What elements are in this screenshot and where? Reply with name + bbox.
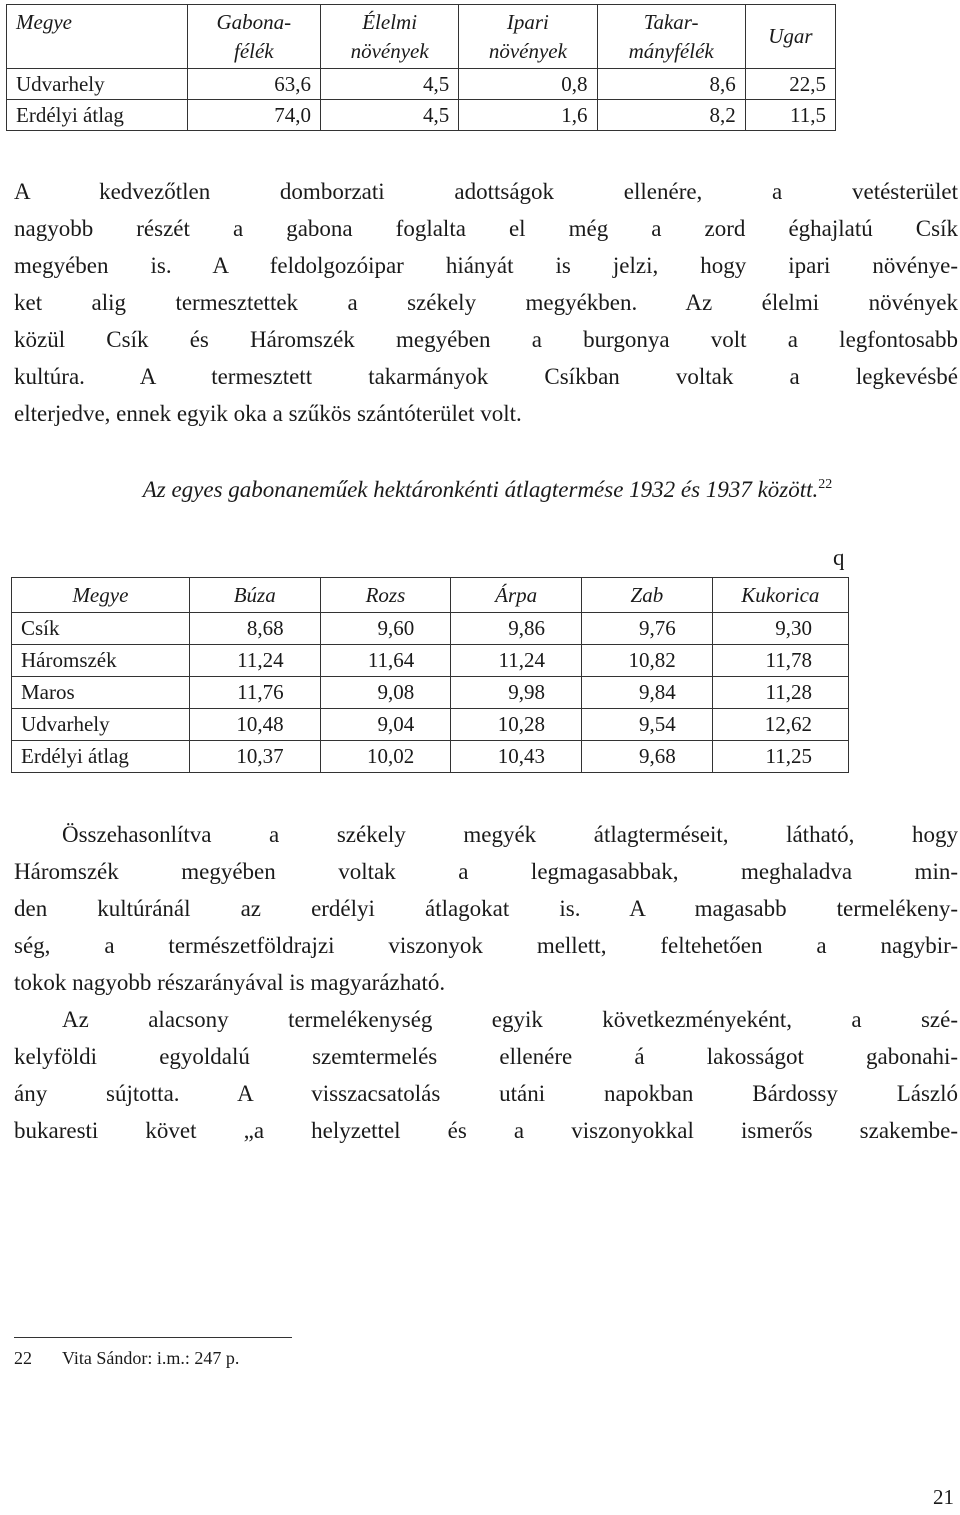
table-row: [12, 613, 849, 645]
header-ipari: [459, 5, 597, 69]
cell-value: 11,78: [712, 645, 848, 677]
cell-value: 10,48: [189, 709, 320, 741]
cell-value: 8,68: [189, 613, 320, 645]
cell-value: 8,6: [597, 69, 745, 100]
cell-county: Erdélyi átlag: [7, 100, 188, 131]
header-line: növények: [350, 39, 429, 63]
footnote-divider: [14, 1337, 292, 1338]
cell-value: 9,68: [582, 741, 713, 773]
table-header-row: [12, 578, 849, 613]
cell-value: 11,25: [712, 741, 848, 773]
cell-county: Udvarhely: [12, 709, 190, 741]
cell-county: Udvarhely: [7, 69, 188, 100]
footnote-number: 22: [14, 1348, 32, 1368]
cell-value: 4,5: [321, 69, 459, 100]
cell-value: 9,04: [320, 709, 451, 741]
table-row: [12, 741, 849, 773]
text-line: közül Csík és Háromszék megyében a burgonya volt a legfontosabb: [14, 327, 958, 352]
cell-value: 11,24: [451, 645, 582, 677]
land-use-table: [6, 4, 836, 131]
table-row: [12, 709, 849, 741]
text-line: ket alig termesztettek a székely megyékben. Az élelmi növények: [14, 290, 958, 315]
text-line: Az alacsony termelékenység egyik következményeként, a szé-: [62, 1007, 958, 1032]
cell-value: 11,76: [189, 677, 320, 709]
text-line: Összehasonlítva a székely megyék átlagterméseit, látható, hogy: [62, 822, 958, 847]
cell-value: 11,5: [745, 100, 835, 131]
table-header-row: [7, 5, 836, 69]
text-line: kultúra. A termesztett takarmányok Csíkban voltak a legkevésbé: [14, 364, 958, 389]
cell-value: 11,28: [712, 677, 848, 709]
cell-value: 4,5: [321, 100, 459, 131]
unit-label: q: [833, 545, 845, 570]
cell-value: 9,76: [582, 613, 713, 645]
header-line: Gabona-: [216, 10, 292, 34]
cell-value: 10,82: [582, 645, 713, 677]
cell-value: 9,30: [712, 613, 848, 645]
cell-value: 10,37: [189, 741, 320, 773]
cell-value: 12,62: [712, 709, 848, 741]
text-line: ség, a természetföldrajzi viszonyok mellett, feltehetően a nagybir-: [14, 933, 958, 958]
cell-value: 9,54: [582, 709, 713, 741]
cell-value: 10,28: [451, 709, 582, 741]
table-row: [12, 677, 849, 709]
footnote-text: Vita Sándor: i.m.: 247 p.: [62, 1348, 240, 1368]
header-ugar: Ugar: [745, 5, 835, 69]
cell-county: Maros: [12, 677, 190, 709]
cell-value: 63,6: [187, 69, 320, 100]
cell-county: Háromszék: [12, 645, 190, 677]
header-line: Ipari: [506, 10, 549, 34]
cell-value: 11,64: [320, 645, 451, 677]
header-cell: Kukorica: [712, 578, 848, 613]
paragraph-land-use: [14, 173, 958, 432]
table-row: [12, 645, 849, 677]
table-row: [7, 100, 836, 131]
cell-value: 9,08: [320, 677, 451, 709]
grain-yield-table: [11, 577, 849, 773]
text-line: den kultúránál az erdélyi átlagokat is. A magasabb termelékeny-: [14, 896, 958, 921]
cell-value: 9,86: [451, 613, 582, 645]
text-line: megyében is. A feldolgozóipar hiányát is jelzi, hogy ipari növénye-: [14, 253, 958, 278]
header-takarmany: [597, 5, 745, 69]
header-line: növények: [488, 39, 567, 63]
caption-text: Az egyes gabonaneműek hektáronkénti átlagtermése 1932 és 1937 között.: [142, 477, 819, 502]
cell-county: Csík: [12, 613, 190, 645]
cell-value: 9,84: [582, 677, 713, 709]
text-line: elterjedve, ennek egyik oka a szűkös szántóterület volt.: [14, 401, 522, 426]
text-line: kelyföldi egyoldalú szemtermelés ellenére á lakosságot gabonahi-: [14, 1044, 958, 1069]
text-line: Háromszék megyében voltak a legmagasabbak, meghaladva min-: [14, 859, 958, 884]
page-number: 21: [933, 1485, 954, 1509]
header-cell: Búza: [189, 578, 320, 613]
header-cell: Zab: [582, 578, 713, 613]
cell-value: 0,8: [459, 69, 597, 100]
header-line: mányfélék: [628, 39, 714, 63]
header-cell: Megye: [12, 578, 190, 613]
table-caption: [100, 467, 875, 507]
cell-value: 8,2: [597, 100, 745, 131]
cell-value: 9,98: [451, 677, 582, 709]
cell-value: 10,43: [451, 741, 582, 773]
header-line: Takar-: [643, 10, 699, 34]
footnote-ref: 22: [818, 477, 833, 492]
cell-value: 1,6: [459, 100, 597, 131]
cell-value: 9,60: [320, 613, 451, 645]
header-elelmi: [321, 5, 459, 69]
footnote: [14, 1348, 239, 1369]
paragraph-comparison: [14, 816, 958, 1001]
cell-value: 11,24: [189, 645, 320, 677]
header-line: félék: [234, 39, 274, 63]
header-gabonafelek: [187, 5, 320, 69]
cell-value: 22,5: [745, 69, 835, 100]
table-row: [7, 69, 836, 100]
text-line: nagyobb részét a gabona foglalta el még a zord éghajlatú Csík: [14, 216, 958, 241]
cell-value: 74,0: [187, 100, 320, 131]
text-line: ány sújtotta. A visszacsatolás utáni napokban Bárdossy László: [14, 1081, 958, 1106]
cell-value: 10,02: [320, 741, 451, 773]
paragraph-consequence: [14, 1001, 958, 1149]
text-line: bukaresti követ „a helyzettel és a viszonyokkal ismerős szakembe-: [14, 1118, 958, 1143]
text-line: A kedvezőtlen domborzati adottságok ellenére, a vetésterület: [14, 179, 958, 204]
header-megye: Megye: [7, 5, 188, 69]
header-cell: Rozs: [320, 578, 451, 613]
cell-county: Erdélyi átlag: [12, 741, 190, 773]
header-line: Élelmi: [362, 10, 418, 34]
header-cell: Árpa: [451, 578, 582, 613]
text-line: tokok nagyobb részarányával is magyarázható.: [14, 970, 446, 995]
